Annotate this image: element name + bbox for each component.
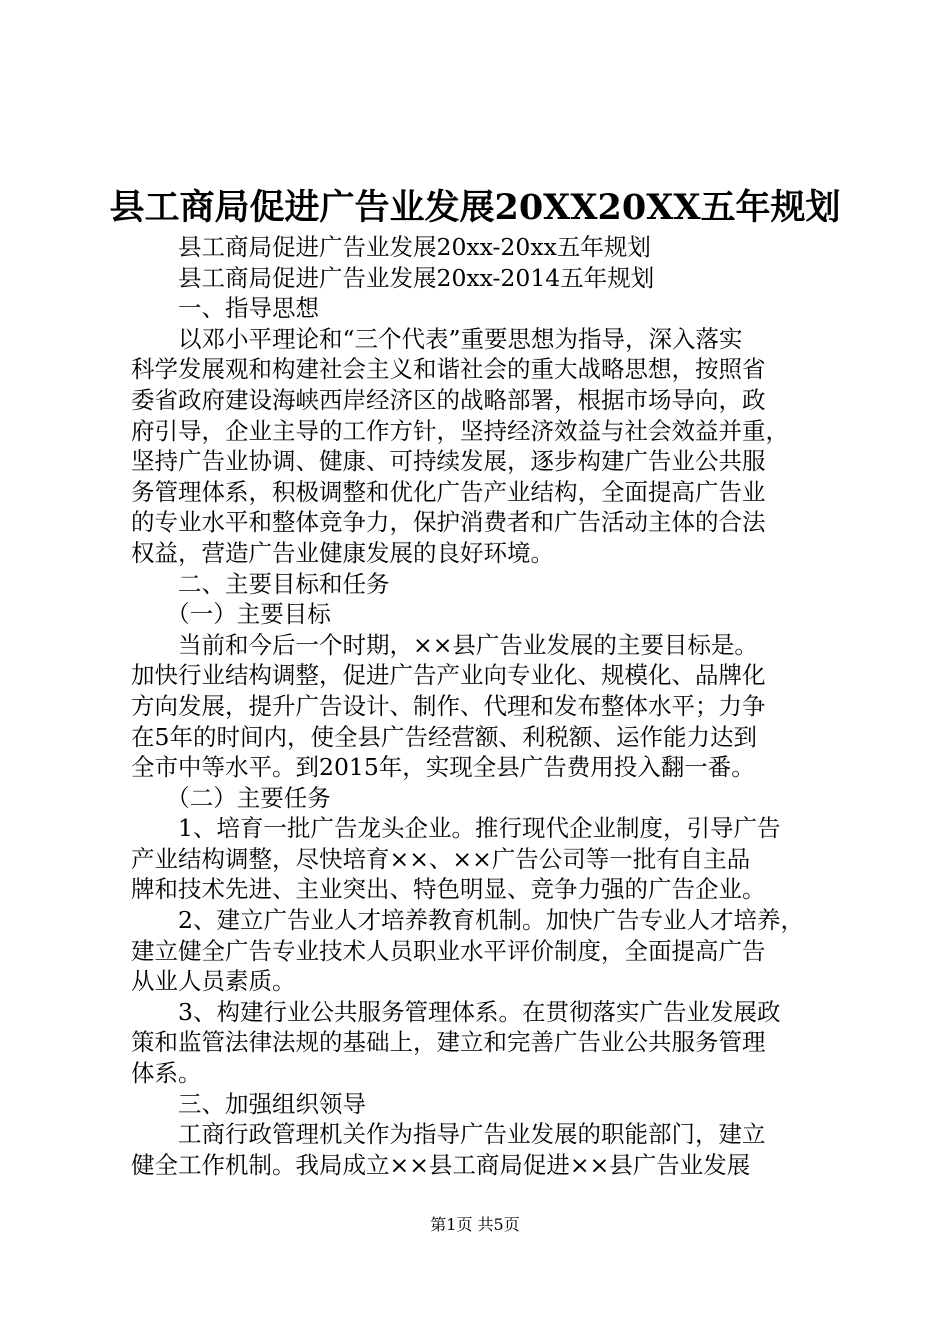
- text-line: 科学发展观和构建社会主义和谐社会的重大战略思想，按照省: [131, 355, 766, 384]
- text-line: 从业人员素质。: [131, 967, 296, 996]
- text-line: 权益，营造广告业健康发展的良好环境。: [131, 538, 554, 567]
- text-line: 县工商局促进广告业发展20xx-20xx五年规划: [131, 233, 651, 261]
- text-line: 务管理体系，积极调整和优化广告产业结构，全面提高广告业: [131, 477, 766, 506]
- text-line: 坚持广告业协调、健康、可持续发展，逐步构建广告业公共服: [131, 447, 766, 476]
- text-line: 建立健全广告专业技术人员职业水平评价制度，全面提高广告: [131, 936, 766, 965]
- text-line: （二）主要任务: [131, 783, 331, 812]
- text-line: 健全工作机制。我局成立××县工商局促进××县广告业发展: [131, 1150, 751, 1179]
- text-line: 一、指导思想: [131, 294, 319, 323]
- text-line: 府引导，企业主导的工作方针，坚持经济效益与社会效益并重，: [131, 416, 789, 445]
- text-line: 产业结构调整，尽快培育××、××广告公司等一批有自主品: [131, 844, 751, 873]
- text-line: 的专业水平和整体竞争力，保护消费者和广告活动主体的合法: [131, 508, 766, 537]
- document-title: 县工商局促进广告业发展20XX20XX五年规划: [109, 187, 841, 228]
- text-line: 牌和技术先进、主业突出、特色明显、竞争力强的广告企业。: [131, 875, 766, 904]
- text-line: 二、主要目标和任务: [131, 569, 390, 598]
- text-line: 全市中等水平。到2015年，实现全县广告费用投入翻一番。: [131, 753, 755, 782]
- document-body: [131, 232, 831, 1180]
- text-line: 工商行政管理机关作为指导广告业发展的职能部门，建立: [131, 1120, 766, 1149]
- text-line: 2、建立广告业人才培养教育机制。加快广告专业人才培养，: [131, 906, 804, 935]
- text-line: （一）主要目标: [131, 600, 331, 629]
- text-line: 当前和今后一个时期，××县广告业发展的主要目标是。: [131, 630, 758, 659]
- text-line: 3、构建行业公共服务管理体系。在贯彻落实广告业发展政: [131, 997, 781, 1026]
- text-line: 县工商局促进广告业发展20xx-2014五年规划: [131, 263, 655, 292]
- text-line: 三、加强组织领导: [131, 1089, 366, 1118]
- text-line: 在5年的时间内，使全县广告经营额、利税额、运作能力达到: [131, 722, 757, 751]
- text-line: 体系。: [131, 1059, 202, 1088]
- text-line: 加快行业结构调整，促进广告产业向专业化、规模化、品牌化: [131, 661, 766, 690]
- text-line: 1、培育一批广告龙头企业。推行现代企业制度，引导广告: [131, 814, 781, 843]
- text-line: 委省政府建设海峡西岸经济区的战略部署，根据市场导向，政: [131, 385, 766, 414]
- text-line: 策和监管法律法规的基础上，建立和完善广告业公共服务管理: [131, 1028, 766, 1057]
- text-line: 以邓小平理论和“三个代表”重要思想为指导，深入落实: [131, 324, 743, 353]
- page-footer: 第1页 共5页: [430, 1215, 520, 1234]
- text-line: 方向发展，提升广告设计、制作、代理和发布整体水平；力争: [131, 691, 766, 720]
